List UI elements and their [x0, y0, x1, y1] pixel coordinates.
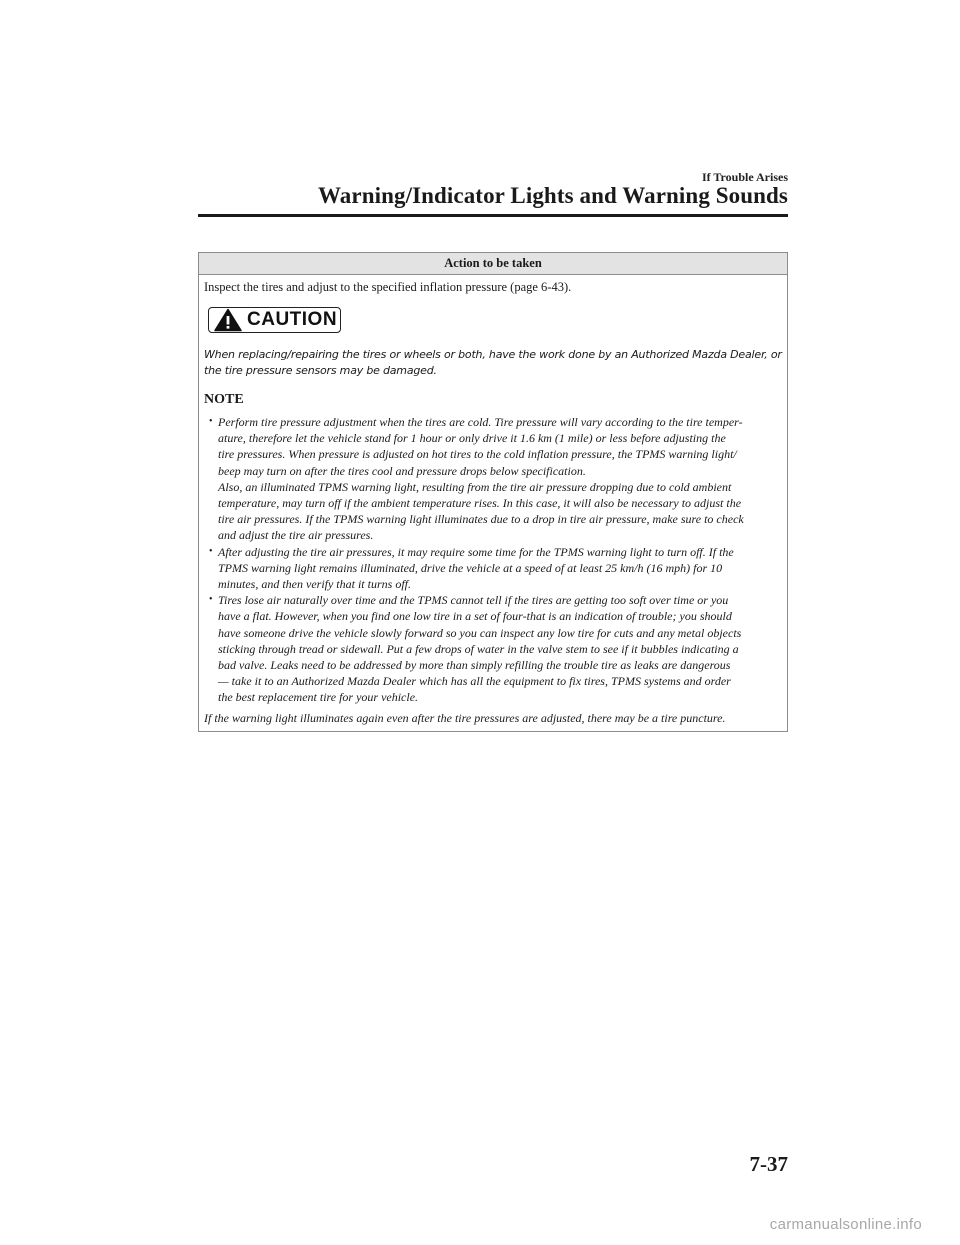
page-number: 7-37: [749, 1152, 788, 1176]
note-line: TPMS warning light remains illuminated, drive the vehicle at a speed of at least 25 km/h (16 mph) for 10: [218, 560, 723, 575]
bullet-icon: •: [209, 545, 213, 557]
closing-text: If the warning light illuminates again even after the tire pressures are adjusted, there may be a tire puncture.: [204, 710, 726, 725]
note-line: beep may turn on after the tires cool and pressure drops below specification.: [218, 463, 586, 478]
note-item: [204, 414, 783, 544]
note-line: and adjust the tire air pressures.: [218, 528, 374, 543]
section-label: If Trouble Arises: [701, 170, 788, 184]
note-line: bad valve. Leaks need to be addressed by more than simply refilling the trouble tire as leaks are dangerous: [218, 658, 731, 673]
bullet-icon: •: [209, 416, 213, 427]
note-line: — take it to an Authorized Mazda Dealer which has all the equipment to fix tires, TPMS systems and order: [218, 674, 731, 689]
note-line: tire pressures. When pressure is adjusted on hot tires to the cold inflation pressure, the TPMS warning light/: [218, 447, 737, 462]
note-line: After adjusting the tire air pressures, it may require some time for the TPMS warning light to turn off. If the: [218, 544, 734, 559]
intro-text: Inspect the tires and adjust to the specified inflation pressure (page 6-43).: [204, 280, 572, 294]
note-line: Perform tire pressure adjustment when the tires are cold. Tire pressure will vary according to the tire temper-: [218, 415, 743, 429]
note-line: ature, therefore let the vehicle stand for 1 hour or only drive it 1.6 km (1 mile) or less before adjusting the: [218, 431, 726, 446]
warning-triangle-icon: [213, 308, 243, 332]
table-header: Action to be taken: [199, 253, 787, 275]
note-item: [204, 592, 783, 705]
note-line: Tires lose air naturally over time and the TPMS cannot tell if the tires are getting too soft over time or you: [218, 593, 729, 608]
watermark-text: carmanualsonline.info: [769, 1216, 922, 1233]
caution-badge: [208, 307, 341, 333]
note-line: temperature, may turn off if the ambient temperature rises. In this case, it will also be necessary to adjust the: [218, 496, 742, 511]
table-body: [199, 275, 787, 731]
note-list: [204, 414, 783, 706]
note-line: minutes, and then verify that it turns off.: [218, 577, 411, 592]
note-line: tire air pressures. If the TPMS warning light illuminates due to a drop in tire air pressure, make sure to check: [218, 512, 744, 527]
note-heading: NOTE: [204, 392, 244, 407]
note-line: the best replacement tire for your vehicle.: [218, 690, 419, 705]
page-title: Warning/Indicator Lights and Warning Sounds: [317, 183, 788, 208]
bullet-icon: •: [209, 594, 213, 606]
note-line: have a flat. However, when you find one low tire in a set of four-that is an indication of trouble; you should: [218, 609, 732, 624]
title-rule: [198, 214, 788, 217]
caution-label: CAUTION: [247, 309, 338, 330]
caution-text: When replacing/repairing the tires or wheels or both, have the work done by an Authorized Mazda Dealer, or the tire pressure sensors may be damaged.: [204, 348, 782, 377]
note-item: [204, 544, 783, 593]
note-line: have someone drive the vehicle slowly forward so you can inspect any low tire for cuts and any metal objects: [218, 625, 742, 640]
note-line: sticking through tread or sidewall. Put a few drops of water in the valve stem to see if it bubbles indicating a: [218, 641, 739, 656]
note-line: Also, an illuminated TPMS warning light, resulting from the tire air pressure dropping due to cold ambient: [218, 479, 732, 494]
action-table: [198, 252, 788, 732]
